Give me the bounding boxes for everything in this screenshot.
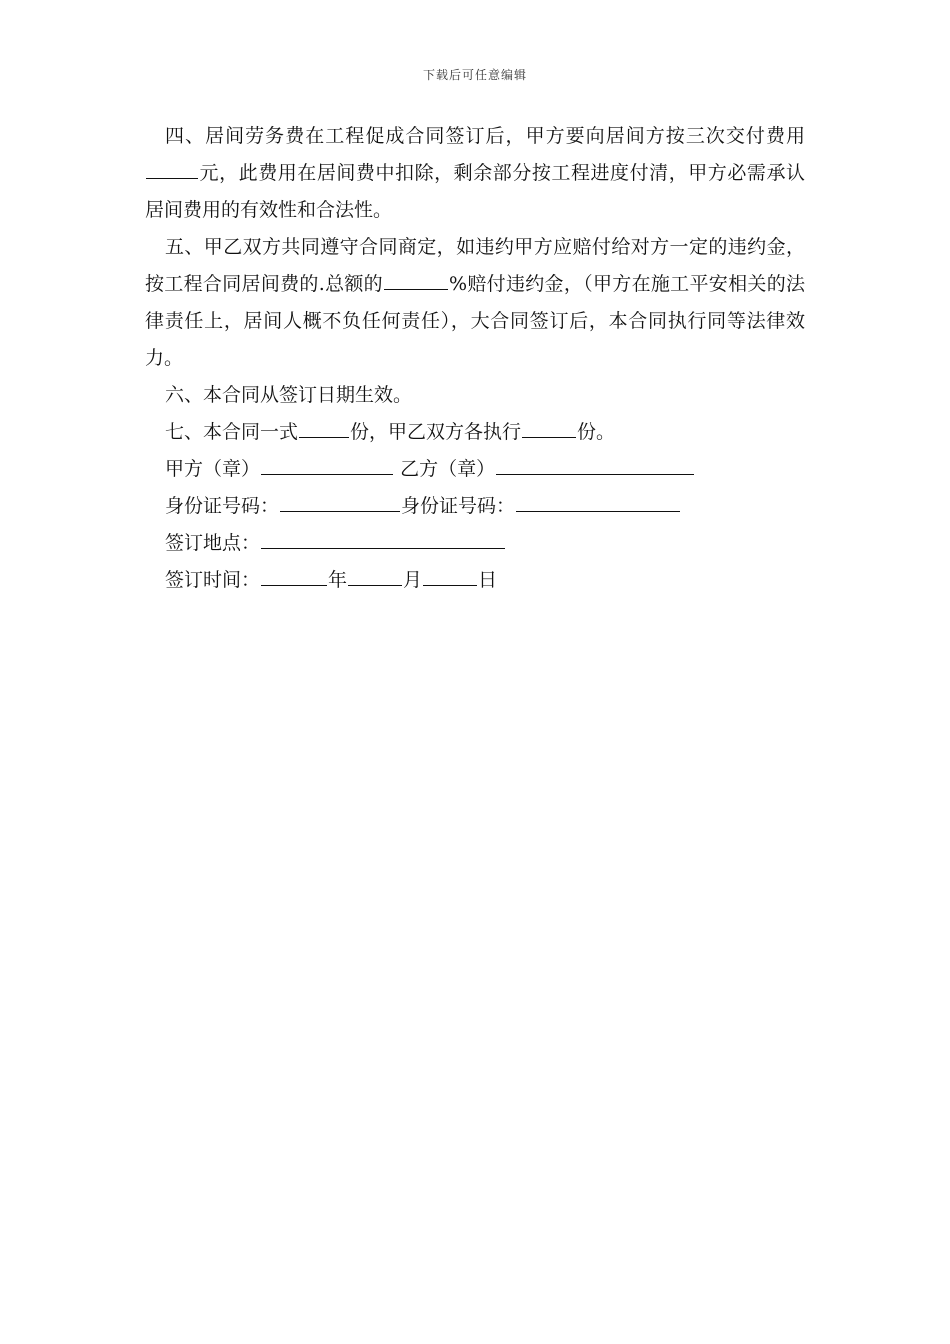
id-b-label: 身份证号码：	[401, 495, 516, 517]
clause-7	[145, 414, 805, 451]
clause-7-text-b: 份，甲乙双方各执行	[350, 421, 522, 443]
signature-time-row	[145, 562, 805, 599]
time-label: 签订时间：	[165, 569, 261, 591]
document-body	[145, 118, 805, 599]
clause-4-text-b: 元，此费用在居间费中扣除，剩余部分按工程进度付清，甲方必需承认居间费用的有效性和合法性。	[145, 162, 805, 221]
clause-7-text-c: 份。	[577, 421, 616, 443]
fee-amount-blank[interactable]	[146, 158, 198, 179]
place-label: 签订地点：	[165, 532, 261, 554]
clause-7-text-a: 七、本合同一式	[165, 421, 299, 443]
party-b-seal-blank[interactable]	[496, 454, 694, 475]
place-blank[interactable]	[261, 528, 505, 549]
party-a-label: 甲方（章）	[165, 458, 261, 480]
clause-6-text: 六、本合同从签订日期生效。	[165, 384, 413, 406]
clause-5-text-a: 五、甲乙双方共同遵守合同商定，如违约甲方应赔付给对方一定的违约金，按工程合同居间费的.总额的	[145, 236, 805, 295]
signature-id-row	[145, 488, 805, 525]
clause-5	[145, 229, 805, 377]
clause-4-text-a: 四、居间劳务费在工程促成合同签订后，甲方要向居间方按三次交付费用	[165, 125, 805, 147]
id-b-blank[interactable]	[516, 491, 680, 512]
copies-total-blank[interactable]	[299, 417, 349, 438]
day-label: 日	[478, 569, 498, 591]
clause-4	[145, 118, 805, 229]
year-blank[interactable]	[261, 565, 327, 586]
day-blank[interactable]	[423, 565, 477, 586]
id-a-blank[interactable]	[280, 491, 400, 512]
clause-5-text-b: %赔付违约金，（甲方在施工平安相关的法律责任上，居间人概不负任何责任），大合同签订后，本合同执行同等法律效力。	[145, 273, 805, 369]
signature-place-row	[145, 525, 805, 562]
party-b-label: 乙方（章）	[400, 458, 496, 480]
penalty-percent-blank[interactable]	[384, 269, 448, 290]
id-a-label: 身份证号码：	[165, 495, 280, 517]
year-label: 年	[328, 569, 348, 591]
clause-6	[145, 377, 805, 414]
signature-party-row	[145, 451, 805, 488]
copies-each-blank[interactable]	[522, 417, 576, 438]
party-a-seal-blank[interactable]	[261, 454, 393, 475]
month-blank[interactable]	[348, 565, 402, 586]
month-label: 月	[403, 569, 423, 591]
page-header: 下载后可任意编辑	[422, 68, 527, 82]
